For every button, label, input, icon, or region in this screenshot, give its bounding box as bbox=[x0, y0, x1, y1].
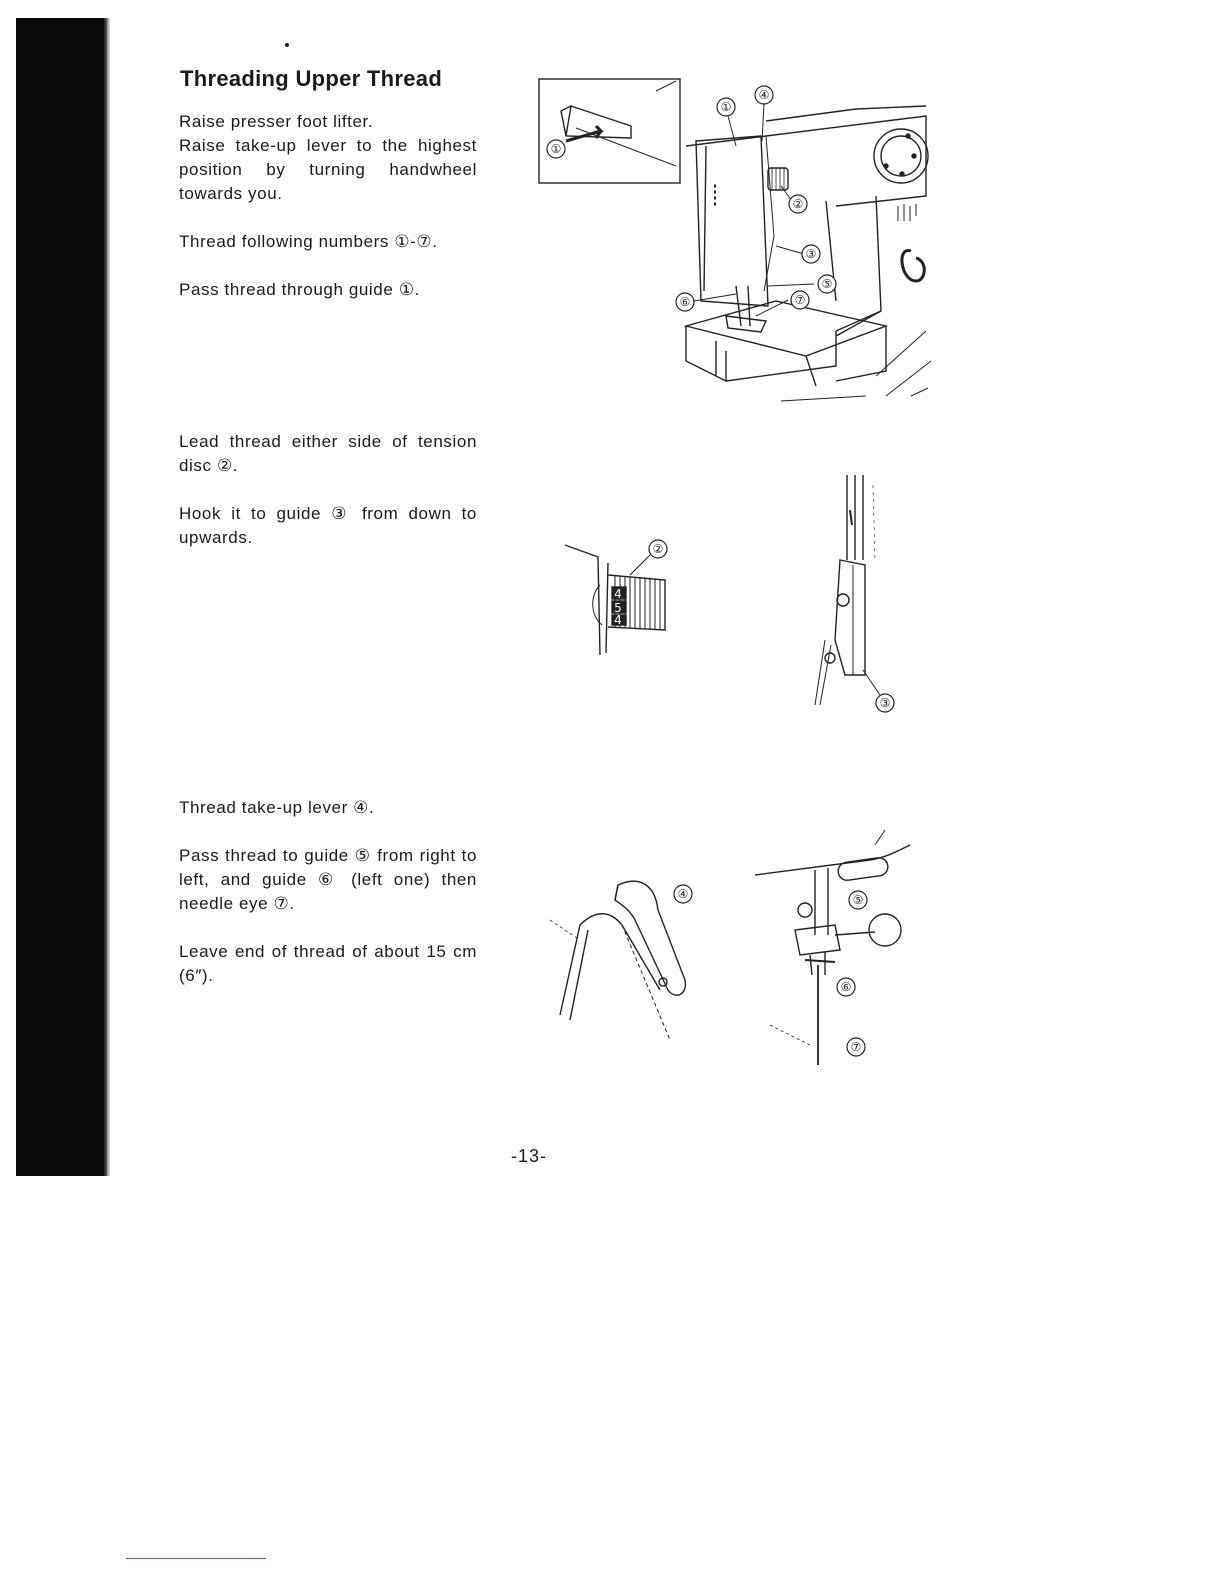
svg-text:③: ③ bbox=[879, 696, 891, 710]
tension-dial-mark-bottom: 4 bbox=[614, 613, 622, 627]
instruction-pass-guide-1: Pass thread through guide ①. bbox=[179, 280, 420, 299]
instructions-block-2 bbox=[179, 430, 477, 574]
tension-dial-mark-top: 4 bbox=[614, 587, 622, 601]
svg-text:⑤: ⑤ bbox=[821, 277, 833, 291]
needle-callout-7 bbox=[847, 1038, 865, 1056]
thread-guide-3-illustration bbox=[805, 470, 900, 715]
needle-callout-5 bbox=[849, 891, 867, 909]
scan-speck bbox=[285, 43, 289, 47]
page-title: Threading Upper Thread bbox=[180, 66, 443, 91]
tension-disc-illustration bbox=[560, 535, 690, 665]
instruction-hook-guide-3: Hook it to guide ③ from down to upwards. bbox=[179, 504, 477, 547]
instruction-raise-presser-foot: Raise presser foot lifter. bbox=[179, 112, 374, 131]
take-up-lever-illustration bbox=[540, 870, 700, 1055]
svg-text:④: ④ bbox=[677, 887, 689, 901]
instructions-block-3 bbox=[179, 796, 477, 1012]
needle-callout-6 bbox=[837, 978, 855, 996]
page-number: -13- bbox=[511, 1146, 548, 1166]
tension-disc-callout-2 bbox=[649, 540, 667, 558]
instruction-tension-disc: Lead thread either side of tension disc ②. bbox=[179, 432, 477, 475]
inset-callout-1 bbox=[547, 140, 565, 158]
instruction-guides-needle-eye: Pass thread to guide ⑤ from right to left, and guide ⑥ (left one) then needle eye ⑦. bbox=[179, 846, 477, 913]
svg-text:⑦: ⑦ bbox=[794, 293, 806, 307]
svg-text:③: ③ bbox=[805, 247, 817, 261]
lever-callout-4 bbox=[674, 885, 692, 903]
sewing-machine-illustration bbox=[536, 76, 936, 406]
svg-text:⑥: ⑥ bbox=[840, 980, 852, 994]
svg-text:②: ② bbox=[652, 542, 664, 556]
svg-text:⑥: ⑥ bbox=[679, 295, 691, 309]
instruction-take-up-lever: Thread take-up lever ④. bbox=[179, 798, 375, 817]
svg-text:⑤: ⑤ bbox=[852, 893, 864, 907]
svg-text:④: ④ bbox=[758, 88, 770, 102]
footer-rule bbox=[126, 1558, 266, 1559]
instruction-thread-following-numbers: Thread following numbers ①-⑦. bbox=[179, 232, 438, 251]
guide-callout-3 bbox=[876, 694, 894, 712]
needle-threading-illustration bbox=[750, 800, 920, 1070]
svg-text:⑦: ⑦ bbox=[850, 1040, 862, 1054]
tension-dial-mark-middle: 5 bbox=[614, 601, 622, 615]
instruction-raise-take-up-lever: Raise take-up lever to the highest position by turning handwheel towards you. bbox=[179, 136, 477, 203]
machine-callout-7 bbox=[791, 291, 809, 309]
svg-text:①: ① bbox=[550, 142, 562, 156]
machine-callout-6 bbox=[676, 293, 694, 311]
scan-binding-edge bbox=[104, 18, 110, 1176]
machine-callout-5 bbox=[818, 275, 836, 293]
svg-text:②: ② bbox=[792, 197, 804, 211]
machine-callout-1 bbox=[717, 98, 735, 116]
scan-binding-shadow bbox=[16, 18, 107, 1176]
machine-callout-3 bbox=[802, 245, 820, 263]
machine-callout-4 bbox=[755, 86, 773, 104]
instruction-leave-thread-end: Leave end of thread of about 15 cm (6″). bbox=[179, 942, 477, 985]
svg-text:①: ① bbox=[720, 100, 732, 114]
instructions-block-1 bbox=[179, 110, 477, 326]
machine-callout-2 bbox=[789, 195, 807, 213]
